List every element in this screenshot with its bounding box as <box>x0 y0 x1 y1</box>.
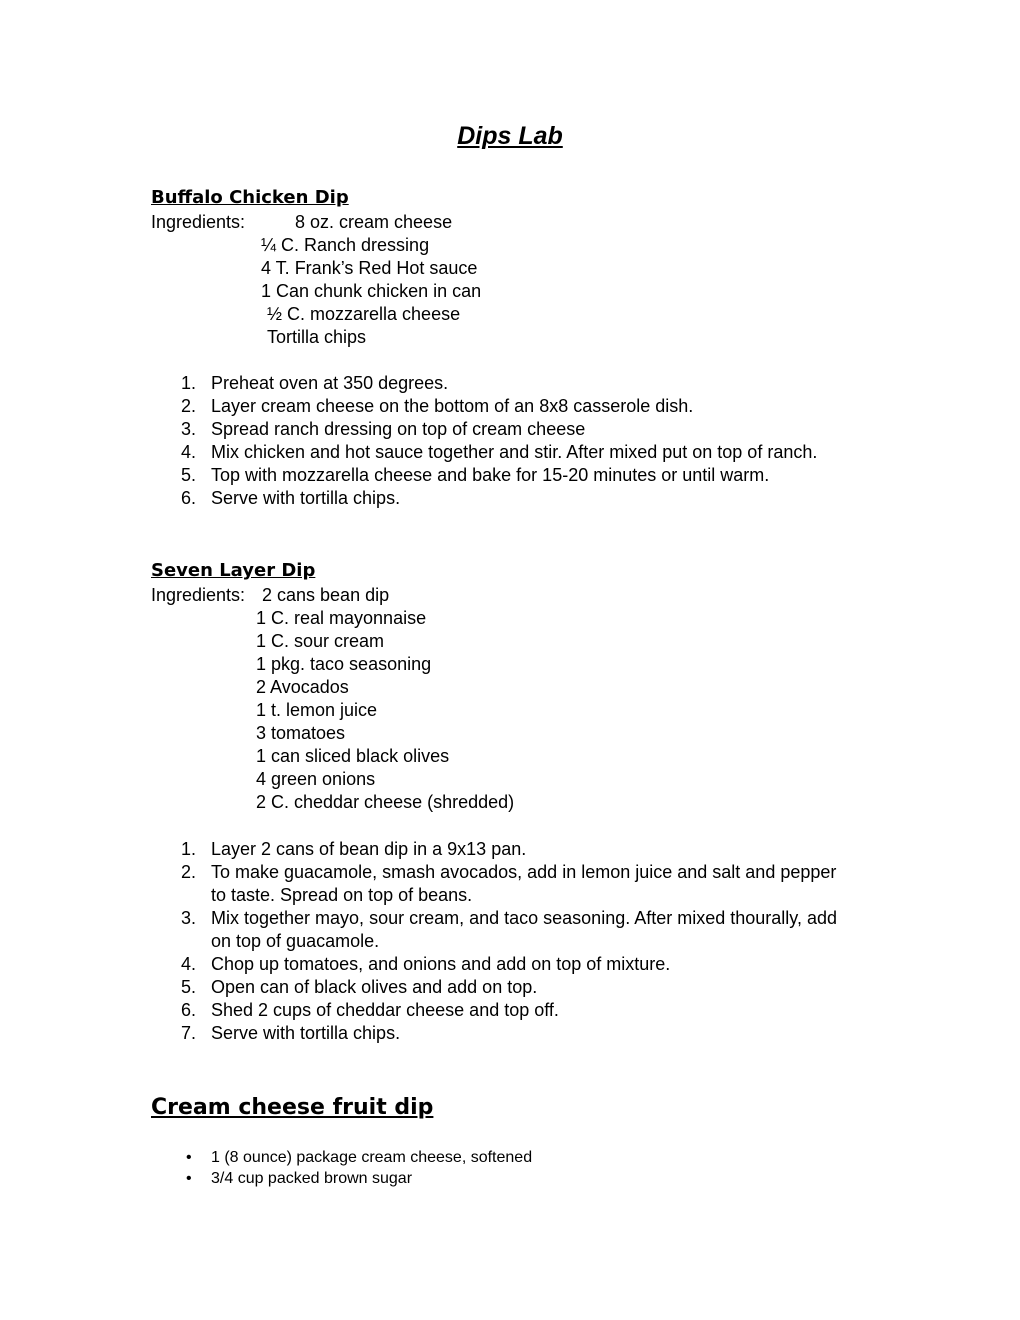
list-item: 2. To make guacamole, smash avocados, add in lemon juice and salt and pepper to taste. Spread on top of beans. <box>180 862 837 905</box>
ingredient: 1 C. real mayonnaise <box>256 608 427 628</box>
ingredient: 3 tomatoes <box>256 723 346 743</box>
list-item: 1. Layer 2 cans of bean dip in a 9x13 pan. <box>180 839 527 859</box>
list-item: 6. Shed 2 cups of cheddar cheese and top off. <box>180 1000 559 1020</box>
ingredient: 8 oz. cream cheese <box>295 212 453 232</box>
ingredient: 2 Avocados <box>256 677 349 697</box>
ingredient: 1 t. lemon juice <box>256 700 378 720</box>
ingredient: 4 T. Frank’s Red Hot sauce <box>261 258 478 278</box>
list-item: 5. Top with mozzarella cheese and bake for 15-20 minutes or until warm. <box>180 465 770 485</box>
ingredient: 1 can sliced black olives <box>256 746 450 766</box>
recipe-heading-cream-cheese-fruit-dip: Cream cheese fruit dip <box>151 1095 434 1120</box>
list-item: 3. Spread ranch dressing on top of cream cheese <box>180 419 586 439</box>
list-item: 3. Mix together mayo, sour cream, and taco seasoning. After mixed thourally, add on top of guacamole. <box>180 908 837 951</box>
list-item: 5. Open can of black olives and add on top. <box>180 977 538 997</box>
ingredient: ¼ C. Ranch dressing <box>261 235 430 255</box>
list-item: 6. Serve with tortilla chips. <box>180 488 401 508</box>
recipe1-steps <box>0 372 1020 510</box>
bullet-icon: • <box>186 1170 192 1187</box>
recipe-heading-seven-layer-dip: Seven Layer Dip <box>151 560 316 581</box>
recipe2-steps <box>0 838 1020 1045</box>
page-title: Dips Lab <box>457 122 563 150</box>
ingredient: 4 green onions <box>256 769 376 789</box>
ingredient: 2 cans bean dip <box>262 585 390 605</box>
ingredient: 2 C. cheddar cheese (shredded) <box>256 792 515 812</box>
list-item: 1. Preheat oven at 350 degrees. <box>180 373 449 393</box>
list-item: 2. Layer cream cheese on the bottom of an 8x8 casserole dish. <box>180 396 694 416</box>
ingredient: 1 pkg. taco seasoning <box>256 654 432 674</box>
list-item: 4. Chop up tomatoes, and onions and add on top of mixture. <box>180 954 671 974</box>
bullet-icon: • <box>186 1149 192 1166</box>
recipe-heading-buffalo-chicken-dip: Buffalo Chicken Dip <box>151 187 349 208</box>
list-item: • 1 (8 ounce) package cream cheese, softened <box>186 1149 533 1166</box>
recipe3-list <box>0 1147 1020 1189</box>
ingredients-label: Ingredients: <box>151 585 246 605</box>
list-item: • 3/4 cup packed brown sugar <box>186 1170 413 1187</box>
ingredient: 1 C. sour cream <box>256 631 385 651</box>
ingredient: Tortilla chips <box>267 327 367 347</box>
ingredients-label: Ingredients: <box>151 212 246 232</box>
list-item: 7. Serve with tortilla chips. <box>180 1023 401 1043</box>
list-item: 4. Mix chicken and hot sauce together and stir. After mixed put on top of ranch. <box>180 442 818 462</box>
ingredient: 1 Can chunk chicken in can <box>261 281 482 301</box>
ingredient: ½ C. mozzarella cheese <box>267 304 461 324</box>
